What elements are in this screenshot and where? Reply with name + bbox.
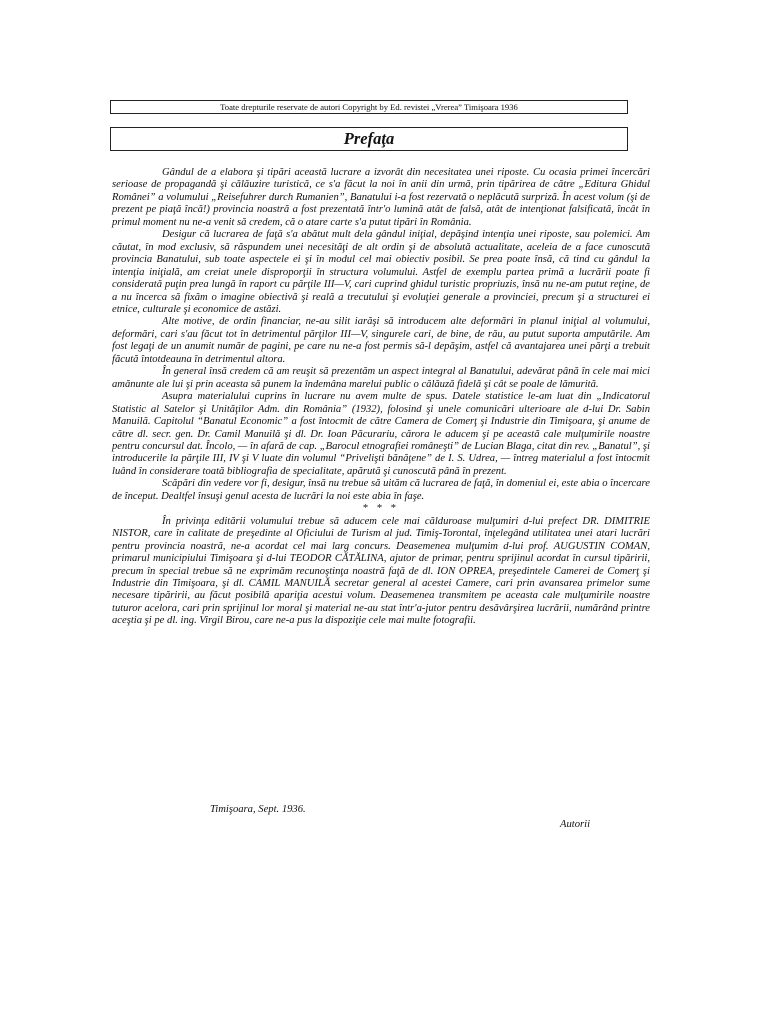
paragraph-7: În privinţa editării volumului trebue să aducem cele mai călduroase mulţumiri d-lui prefect DR. DIMITRIE NISTOR, care în calitate de preşedinte al Oficiului de Turism al jud. Timiş-Torontal, înţelegând utilitatea unei atari lucrări pentru provincia noastră, ne-a acordat cel mai larg concurs. Deasemenea mulţumim d-lui prof. AUGUSTIN COMAN, primarul municipiului Timişoara şi d-lui TEODOR CĂTĂLINA, ajutor de primar, pentru sprijinul acordat în cursul tipăririi, precum în special trebue să ne exprimăm recunoştinţa noastră faţă de dl. ION OPREA, preşedintele Camerei de Comerţ şi Industrie din Timişoara, şi dl. CAMIL MANUILĂ secretar general al acestei Camere, cari prin avansarea primelor sume necesare tipăririi, au făcut posibilă apariţia acestui volum. Deasemenea transmitem pe aceasta cale mulţumirile noastre tuturor acelora, cari prin sprijinul lor moral şi material ne-au stat într'a-jutor pentru desăvârşirea lucrării, numărând printre aceştia şi pe dl. ing. Virgil Birou, care ne-a pus la dispoziţie cele mai multe fotografii. [112, 515, 650, 627]
title-box [110, 127, 628, 151]
preface-body [112, 167, 650, 628]
copyright-box [110, 100, 628, 114]
paragraph-6: Scăpări din vedere vor fi, desigur, însă nu trebue să uităm că lucrarea de faţă, în domeniul ei, este abia o încercare de început. Dealtfel însuşi genul acesta de lucrări la noi este abia în faşe. [112, 478, 650, 502]
paragraph-3: Alte motive, de ordin financiar, ne-au silit iarăşi să introducem alte deformări în planul iniţial al volumului, deformări, cari s'au făcut tot în detrimentul părţilor III—V, singurele cari, de bine, de rău, au putut suporta amputările. Am fost legaţi de un anumit număr de pagini, pe care nu ne-a fost permis să-l depăşim, astfel că avantajarea unei părţi a trebuit făcută întotdeauna în detrimentul altora. [112, 316, 650, 365]
section-separator: * * * [362, 503, 400, 515]
paragraph-4: În general însă credem că am reuşit să prezentăm un aspect integral al Banatului, adevărat până în cele mai mici amănunte ale lui şi prin aceasta să punem la îndemâna marelui public o călăuză fidelă şi cât se poale de lămurită. [112, 366, 650, 390]
paragraph-5: Asupra materialului cuprins în lucrare nu avem multe de spus. Datele statistice le-am luat din „Indicatorul Statistic al Satelor şi Unităţilor Adm. din România” (1932), folosind şi unele comunicări ulterioare ale d-lui Dr. Sabin Manuilă. Capitolul “Banatul Economic” a fost întocmit de către Camera de Comerţ şi Industrie din Timişoara, şi anume de către dl. secr. gen. Dr. Camil Manuilă şi dl. Dr. Ioan Păcurariu, cărora le aducem şi pe această cale mulţumirile noastre pentru concursul dat. Încolo, — în afară de cap. „Barocul etnografiei româneşti” de Lucian Blaga, citat din rev. „Banatul”, şi introducerile la părţile III, IV şi V luate din volumul “Privelişti bănăţene” de I. S. Udrea, — întreg materialul a fost întocmit luând în considerare toată bibliografia de specialitate, apărută şi cunoscută până în prezent. [112, 391, 650, 477]
paragraph-2: Desigur că lucrarea de faţă s'a abătut mult dela gândul iniţial, depăşind intenţia unei riposte, sau polemici. Am căutat, în mod exclusiv, să răspundem unei necesităţi de alt ordin şi de absolută actualitate, aceleia de a face cunoscută provincia Banatului, sub toate aspectele ei şi în modul cel mai obiectiv posibil. Se prea poate însă, că tind cu gândul la intenţia iniţială, am creiat unele disproporţii în structura volumului. Astfel de exemplu partea primă a lucrării poate fi considerată puţin prea lungă în raport cu părţile III—V, cari cuprind ghidul turistic propriuzis, însă nu ne-am putut reţine, de a nu încerca să fixăm o imagine obiectivă şi reală a trecutului şi evoluţiei generale a provinciei, precum şi a structurei ei etnice, culturale şi economice de astăzi. [112, 229, 650, 315]
place-date: Timişoara, Sept. 1936. [210, 804, 306, 815]
page-title: Prefaţa [343, 129, 395, 148]
author-signature: Autorii [560, 819, 591, 830]
copyright-text: Toate drepturile reservate de autori Copyright by Ed. revistei „Vrerea” Timişoara 1936 [220, 102, 518, 112]
paragraph-1: Gândul de a elabora şi tipări această lucrare a izvorât din necesitatea unei riposte. Cu ocasia primei încercări serioase de propagandă şi călăuzire turistică, ce s'a făcut la noi în anii din urmă, prin tipărirea de către „Editura Ghidul Românei” a volumului „Reisefuhrer durch Rumanien”, Banatului i-a fost rezervată o neplăcută surpriză. În acest volum (şi de prezent pe piaţă încă!) provincia noastră a fost prezentată într'o lumină atât de falsă, atât de intenţionat falsificată, încât în primul moment nu ne-a venit să credem, că o atare carte s'a putut tipări în România. [112, 167, 650, 228]
